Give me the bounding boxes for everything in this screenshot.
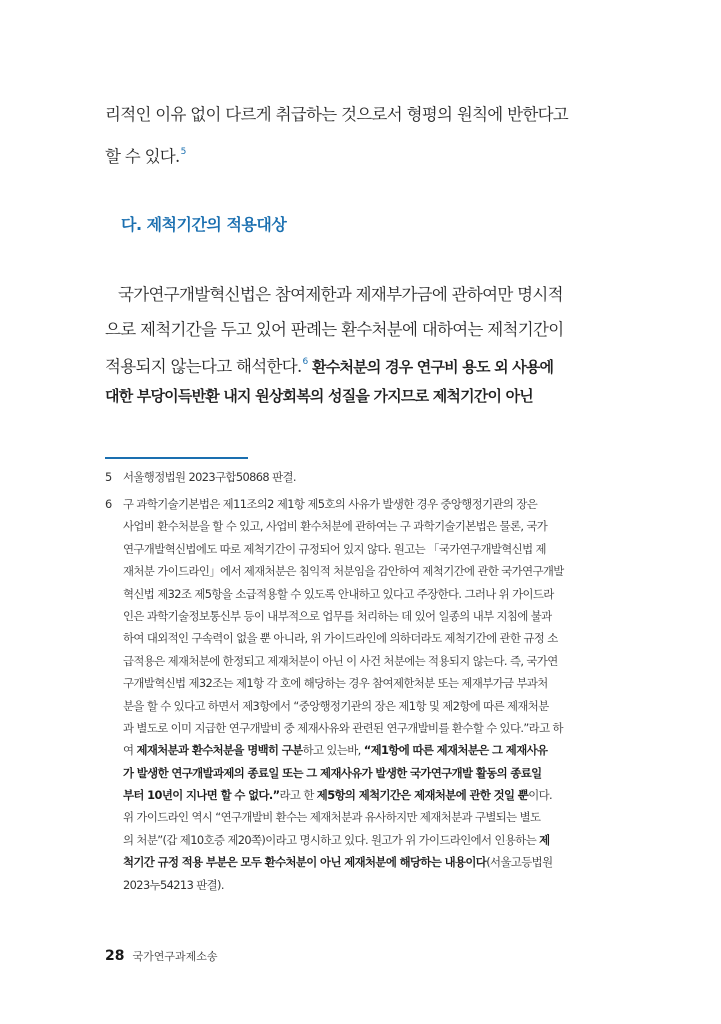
- paragraph-1-line-1: 리적인 이유 없이 다르게 취급하는 것으로서 형평의 원칙에 반한다고: [105, 105, 569, 124]
- footnote-6-line: 재처분 가이드라인」에서 제재처분은 침익적 처분임을 감안하여 제척기간에 관한 국가연구개발: [123, 564, 564, 579]
- page-footer: [105, 948, 218, 964]
- footnote-6-line: 인은 과학기술정보통신부 등이 내부적으로 업무를 처리하는 데 있어 일종의 내부 지침에 불과: [123, 608, 552, 623]
- footnote-5: [105, 466, 605, 488]
- footnote-6-line: 여 제재처분과 환수처분을 명백히 구분하고 있는바, “제1항에 따른 제재처분은 그 제재사유: [123, 743, 548, 758]
- footnote-6-line: 혁신법 제32조 제5항을 소급적용할 수 있도록 안내하고 있다고 주장한다. 그러나 위 가이드라: [123, 586, 554, 601]
- footnote-6-line: 척기간 규정 적용 부분은 모두 환수처분이 아닌 제재처분에 해당하는 내용이다(서울고등법원: [123, 855, 553, 870]
- footnote-6-line: 급적용은 제재처분에 한정되고 제재처분이 아닌 이 사건 처분에는 적용되지 않는다. 즉, 국가연: [123, 653, 558, 668]
- footnote-5-text: 서울행정법원 2023구합50868 판결.: [123, 470, 296, 484]
- footnote-6-line: 가 발생한 연구개발과제의 종료일 또는 그 제재사유가 발생한 국가연구개발 활동의 종료일: [123, 765, 542, 780]
- paragraph-2-line-2: 으로 제척기간을 두고 있어 판례는 환수처분에 대하여는 제척기간이: [105, 320, 564, 339]
- footnote-6-line: 연구개발혁신법에도 따로 제척기간이 규정되어 있지 않다. 원고는 「국가연구개발혁신법 제: [123, 541, 546, 556]
- footnote-6: [105, 493, 605, 896]
- footnote-6-line: 2023누54213 판결).: [123, 877, 224, 892]
- footnote-5-number: 5: [105, 470, 112, 484]
- section-heading: 다. 제척기간의 적용대상: [121, 215, 287, 234]
- paragraph-1-line-2: 할 수 있다.$^5$: [105, 147, 186, 166]
- footnote-6-line: 구개발혁신법 제32조는 제1항 각 호에 해당하는 경우 참여제한처분 또는 제재부가금 부과처: [123, 676, 548, 691]
- footnote-6-number: 6: [105, 497, 112, 511]
- footnote-6-line: 사업비 환수처분을 할 수 있고, 사업비 환수처분에 관하여는 구 과학기술기본법은 물론, 국가: [123, 519, 548, 534]
- paragraph-2-line-3: 적용되지 않는다고 해석한다.$^6$ 환수처분의 경우 연구비 용도 외 사용에: [105, 357, 554, 376]
- footnote-6-line: 구 과학기술기본법은 제11조의2 제1항 제5호의 사유가 발생한 경우 중앙행정기관의 장은: [123, 497, 538, 511]
- paragraph-2-line-1: 국가연구개발혁신법은 참여제한과 제재부가금에 관하여만 명시적: [118, 285, 563, 304]
- paragraph-2-line-4: 대한 부당이득반환 내지 원상회복의 성질을 가지므로 제척기간이 아닌: [105, 387, 533, 405]
- publication-title: 국가연구과제소송: [132, 950, 218, 963]
- footnote-ref-6[interactable]: 6: [302, 357, 308, 367]
- footnote-6-line: 하여 대외적인 구속력이 없을 뿐 아니라, 위 가이드라인에 의하더라도 제척기간에 관한 규정 소: [123, 631, 558, 646]
- footnote-ref-5[interactable]: 5: [180, 147, 186, 157]
- footnote-6-line: 위 가이드라인 역시 “연구개발비 환수는 제재처분과 유사하지만 제재처분과 구별되는 별도: [123, 810, 541, 825]
- footnote-6-line: 분을 할 수 있다고 하면서 제3항에서 “중앙행정기관의 장은 제1항 및 제2항에 따른 제재처분: [123, 698, 549, 713]
- footnote-6-line: 부터 10년이 지나면 할 수 없다.”라고 한 제5항의 제척기간은 제재처분에 관한 것일 뿐이다.: [123, 788, 553, 803]
- footnote-divider: [105, 457, 248, 459]
- footnote-6-line: 의 처분”(갑 제10호증 제20쪽)이라고 명시하고 있다. 원고가 위 가이드라인에서 인용하는 제: [123, 832, 550, 847]
- page-number: 28: [105, 948, 125, 964]
- emphasis-text: 환수처분의 경우 연구비 용도 외 사용에: [312, 358, 554, 376]
- footnote-6-line: 과 별도로 이미 지급한 연구개발비 중 제재사유와 관련된 연구개발비를 환수할 수 있다.”라고 하: [123, 720, 563, 735]
